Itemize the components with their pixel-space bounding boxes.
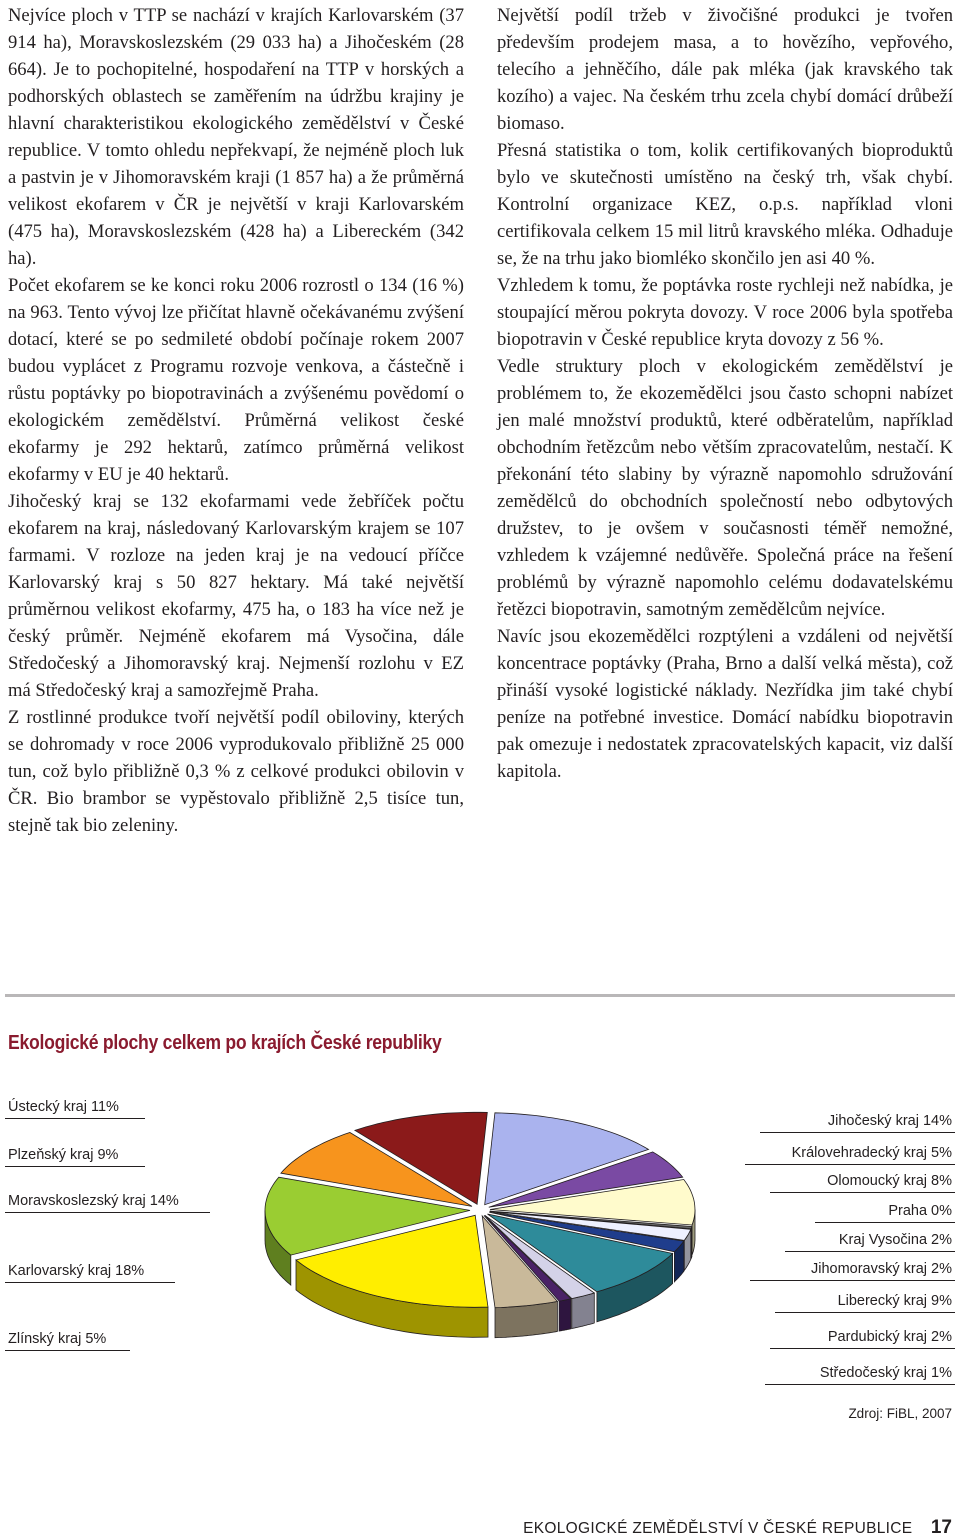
pie-slice-label: Ústecký kraj 11%	[8, 1099, 119, 1115]
pie-slice-side	[572, 1293, 595, 1329]
paragraph: Počet ekofarem se ke konci roku 2006 rozrostl o 134 (16 %) na 963. Tento vývoj lze přičítat hlavně očekávanému zvýšení dotací, které se po sedmileté období počínaje rokem 2007 budou vyplácet z Programu rozvoje venkova, a částečně i růstu poptávky po biopotravinách a zvýšenému povědomí o ekologickém zemědělství. Průměrná velikost české ekofarmy je 292 hektarů, zatímco průměrná velikost ekofarmy v EU je 40 hektarů.	[8, 275, 464, 485]
pie-slice-label: Kraj Vysočina 2%	[838, 1232, 952, 1248]
pie-slice-label: Olomoucký kraj 8%	[827, 1173, 952, 1189]
label-underline	[5, 1282, 175, 1283]
publication-title: EKOLOGICKÉ ZEMĚDĚLSTVÍ V ČESKÉ REPUBLICE	[523, 1520, 913, 1537]
paragraph: Vzhledem k tomu, že poptávka roste rychleji než nabídka, je stoupající měrou pokryta dovozy. V roce 2006 byla spotřeba biopotravin v České republice kryta dovozy z 56 %.	[497, 275, 953, 350]
pie-slice-label: Královehradecký kraj 5%	[791, 1145, 952, 1161]
label-underline	[775, 1312, 955, 1313]
pie-slice-label: Moravskoslezský kraj 14%	[8, 1193, 179, 1209]
pie-slice-label: Praha 0%	[888, 1203, 952, 1219]
chart-source: Zdroj: FiBL, 2007	[848, 1406, 952, 1421]
label-underline	[770, 1348, 955, 1349]
paragraph: Jihočeský kraj se 132 ekofarmami vede žebříček počtu ekofarem na kraj, následovaný Karlovarským krajem se 107 farmami. V rozloze na jeden kraj je na vedoucí příčce Karlovarský kraj s 50 827 hektary. Má také největší průměrnou velikost ekofarmy, 475 ha, o 183 ha více než je český průměr. Nejméně ekofarem má Vysočina, dále Středočeský a Jihomoravský kraj. Nejmenší rozlohu v EZ má Středočeský kraj a samozřejmě Praha.	[8, 491, 464, 701]
label-underline	[5, 1350, 130, 1351]
label-underline	[5, 1118, 145, 1119]
paragraph: Navíc jsou ekozemědělci rozptýleni a vzdáleni od největší koncentrace poptávky (Praha, Brno a další velká města), což přináší vysoké logistické náklady. Nezřídka jim také chybí peníze na potřebné investice. Domácí nabídku biopotravin pak omezuje i nedostatek zpracovatelských kapacit, viz další kapitola.	[497, 626, 953, 782]
label-underline	[750, 1280, 955, 1281]
article-right-column	[497, 2, 953, 785]
label-underline	[5, 1166, 145, 1167]
page-footer	[523, 1517, 952, 1539]
article-left-column	[8, 2, 464, 839]
pie-slice-label: Liberecký kraj 9%	[837, 1293, 952, 1309]
label-underline	[760, 1132, 955, 1133]
pie-slice-label: Karlovarský kraj 18%	[8, 1263, 145, 1279]
label-underline	[745, 1164, 955, 1165]
label-underline	[770, 1192, 955, 1193]
chart-title: Ekologické plochy celkem po krajích České republiky	[8, 1032, 442, 1054]
label-underline	[815, 1222, 955, 1223]
page-number: 17	[930, 1517, 952, 1538]
pie-slice-label: Pardubický kraj 2%	[827, 1329, 952, 1345]
pie-slice-label: Středočeský kraj 1%	[819, 1365, 952, 1381]
paragraph: Z rostlinné produkce tvoří největší podíl obiloviny, kterých se dohromady v roce 2006 vyprodukovalo přibližně 25 000 tun, což bylo přibližně 0,3 % z celkové produkci obilovin v ČR. Bio brambor se vypěstovalo přibližně 2,5 tisíce tun, stejně tak bio zeleniny.	[8, 707, 464, 836]
pie-slice-label: Zlínský kraj 5%	[8, 1331, 107, 1347]
pie-chart-graphic	[0, 1080, 960, 1400]
pie-slice-label: Plzeňský kraj 9%	[8, 1147, 119, 1163]
pie-slice-label: Jihomoravský kraj 2%	[810, 1261, 952, 1277]
pie-slice-side	[559, 1299, 571, 1331]
pie-chart	[0, 1080, 960, 1400]
paragraph: Přesná statistika o tom, kolik certifikovaných bioproduktů bylo ve skutečnosti umístěno na český trh, však chybí. Kontrolní organizace KEZ, o.p.s. například vloni certifikovala celkem 15 mil litrů kravského mléka. Odhaduje se, že na trhu jako biomléko skončilo jen asi 40 %.	[497, 140, 953, 269]
section-divider	[5, 994, 955, 997]
label-underline	[765, 1384, 955, 1385]
paragraph: Nejvíce ploch v TTP se nachází v krajích Karlovarském (37 914 ha), Moravskoslezském (29 033 ha) a Jihočeském (28 664). Je to pochopitelné, hospodaření na TTP v horských a podhorských oblastech se zaměřením na údržbu krajiny je hlavní charakteristikou ekologického zemědělství v České republice. V tomto ohledu nepřekvapí, že nejméně ploch luk a pastvin je v Jihomoravském kraji (1 857 ha) a že průměrná velikost ekofarem v ČR je největší v kraji Karlovarském (475 ha), Moravskoslezském (428 ha) a Libereckém (342 ha).	[8, 5, 464, 269]
label-underline	[5, 1212, 210, 1213]
paragraph: Vedle struktury ploch v ekologickém zemědělství je problémem to, že ekozemědělci jsou často schopni nabízet jen malé množství produktů, které odběratelům, například obchodním řetězcům nebo větším zpracovatelům, nestačí. K překonání této slabiny by výrazně napomohlo sdružování zemědělců do obchodních společností nebo odbytových družstev, to je ovšem v současnosti téměř nemožné, vzhledem k vzájemné nedůvěře. Společná práce na řešení problémů by výrazně napomohlo celému dodavatelskému řetězci biopotravin, samotným zemědělcům nejvíce.	[497, 356, 953, 620]
label-underline	[785, 1251, 955, 1252]
paragraph: Největší podíl tržeb v živočišné produkci je tvořen především prodejem masa, a to hovězího, vepřového, telecího a jehněčího, dále pak mléka (jak kravského tak kozího) a vajec. Na českém trhu zcela chybí domácí drůbeží biomaso.	[497, 5, 953, 134]
pie-slice-label: Jihočeský kraj 14%	[827, 1113, 952, 1129]
